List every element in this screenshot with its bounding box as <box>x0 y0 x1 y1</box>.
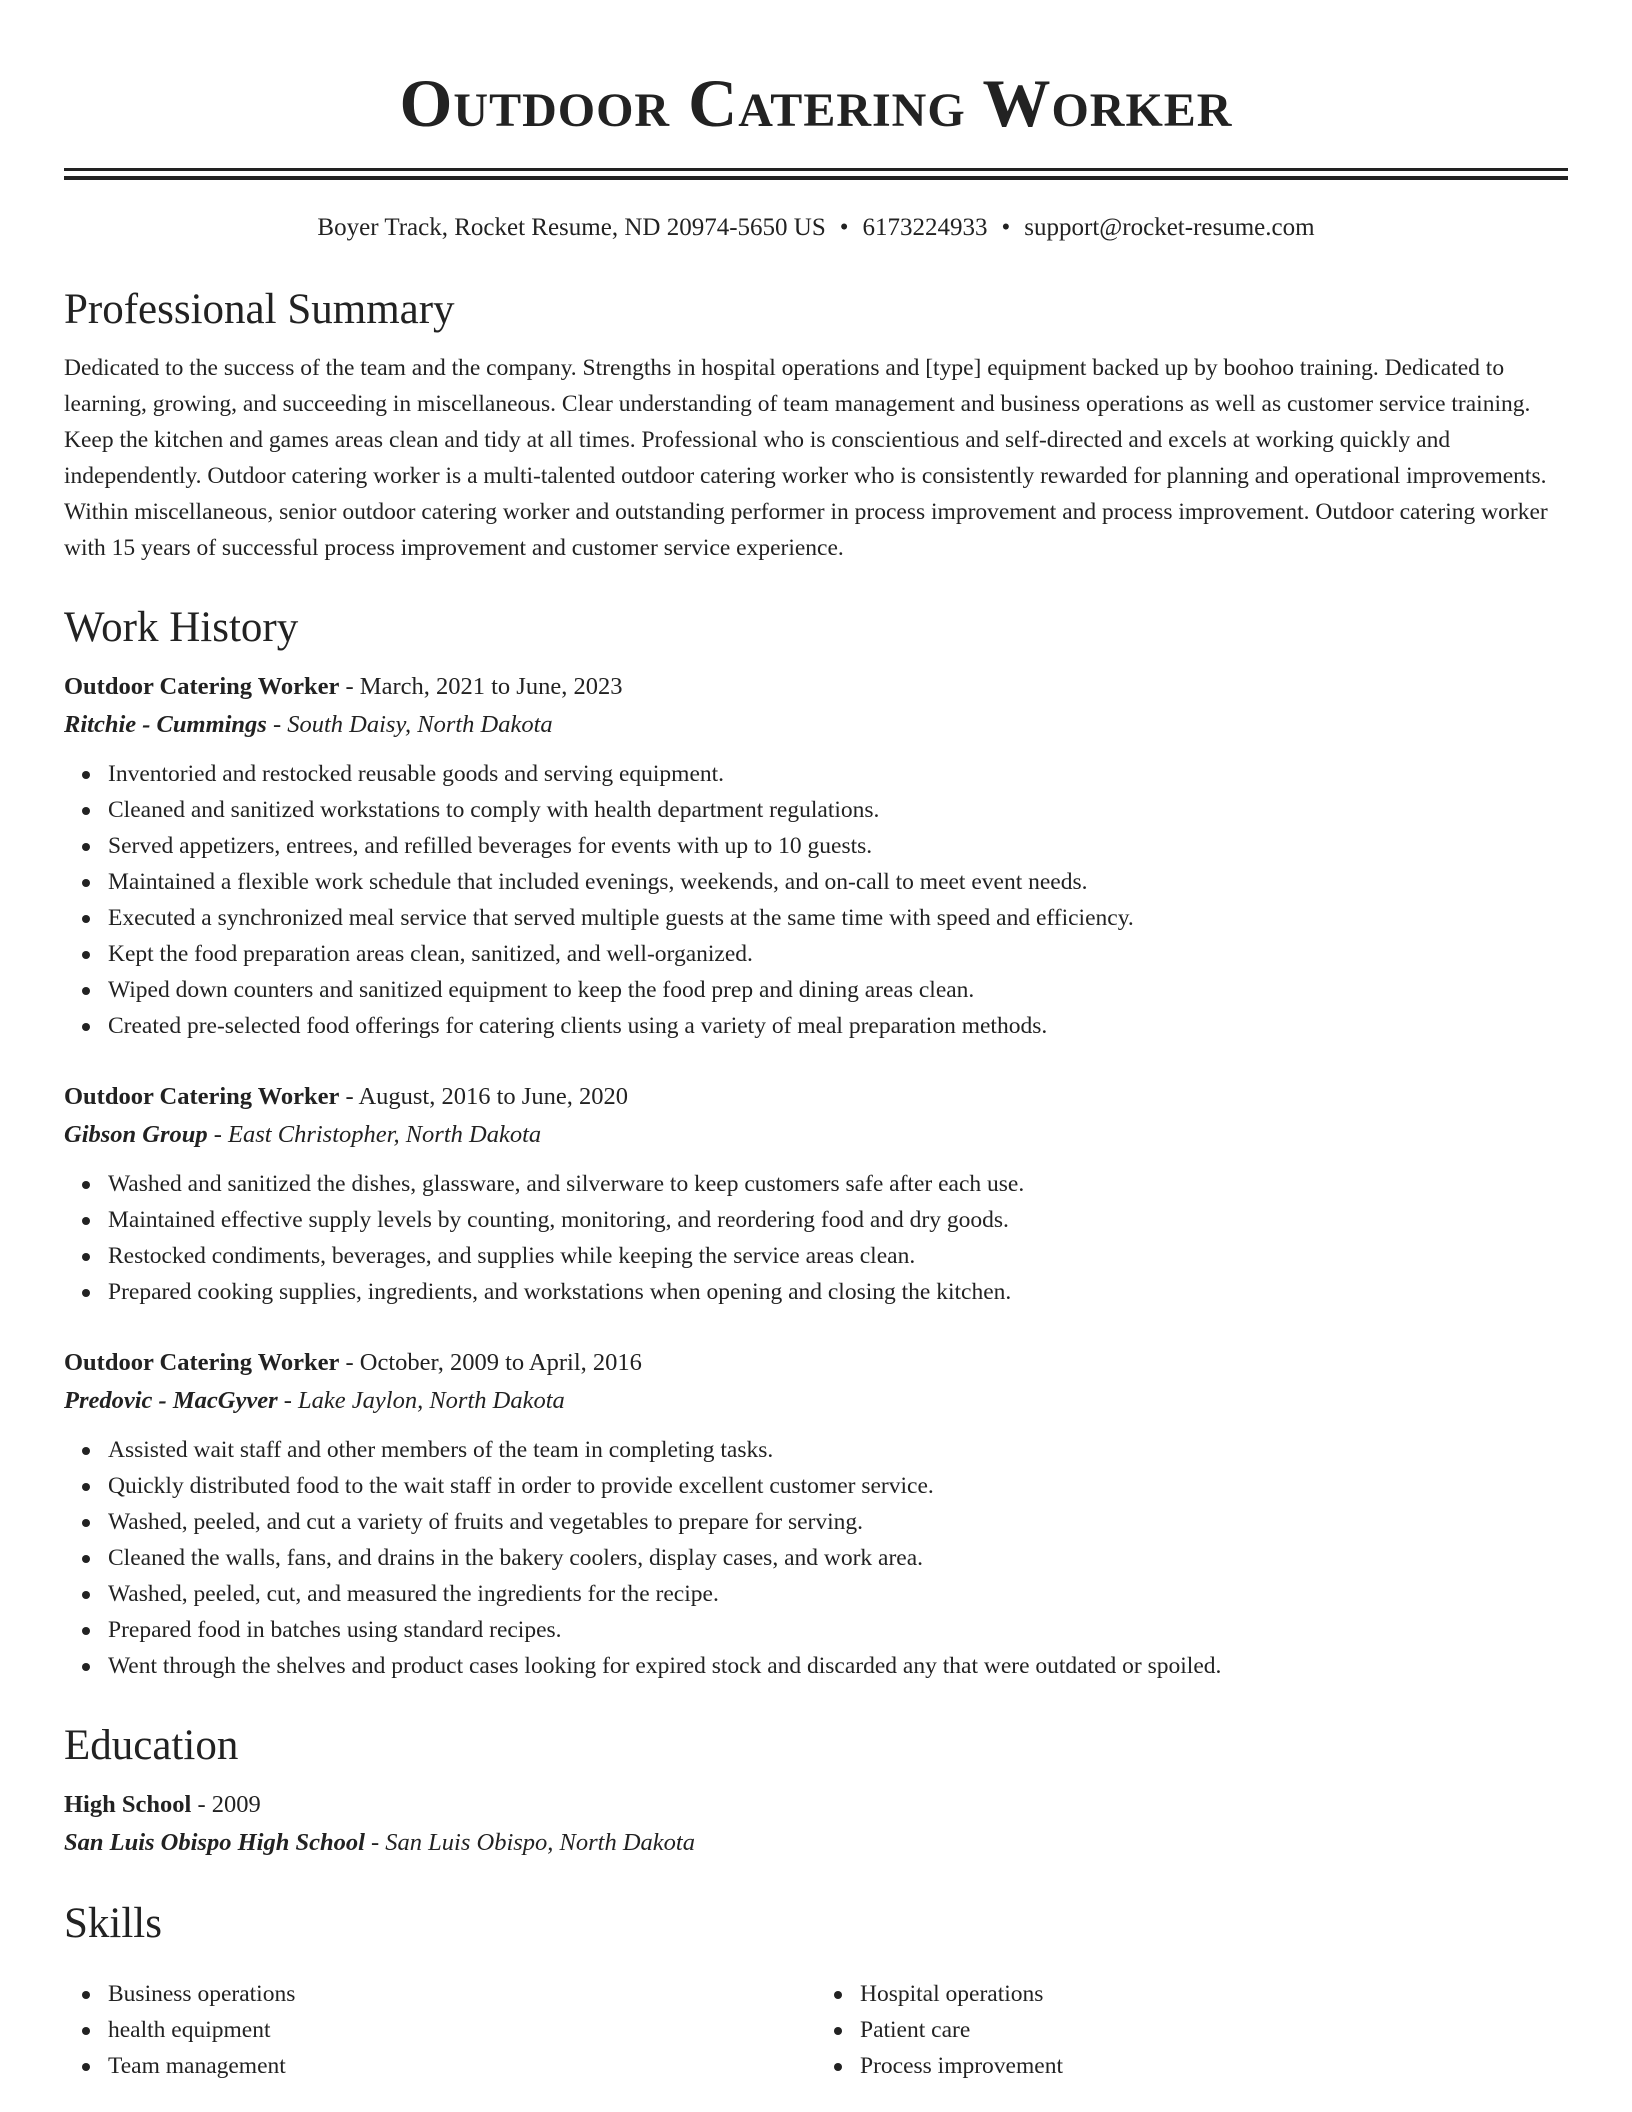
education-year: - 2009 <box>191 1791 261 1818</box>
education-degree: High School <box>64 1791 192 1818</box>
job-entry <box>64 1078 1568 1310</box>
job-company-line <box>64 1382 1568 1420</box>
job-title-line <box>64 1078 1568 1116</box>
job-bullet: Washed, peeled, and cut a variety of fruits and vegetables to prepare for serving. <box>108 1504 1568 1540</box>
job-bullet: Executed a synchronized meal service that served multiple guests at the same time with speed and efficiency. <box>108 900 1568 936</box>
candidate-name: Outdoor Catering Worker <box>399 65 1233 141</box>
job-bullet: Served appetizers, entrees, and refilled beverages for events with up to 10 guests. <box>108 828 1568 864</box>
job-bullet: Washed and sanitized the dishes, glassware, and silverware to keep customers safe after each use. <box>108 1166 1568 1202</box>
job-bullet: Cleaned the walls, fans, and drains in the bakery coolers, display cases, and work area. <box>108 1540 1568 1576</box>
job-bullet: Wiped down counters and sanitized equipment to keep the food prep and dining areas clean. <box>108 972 1568 1008</box>
job-entry <box>64 1344 1568 1684</box>
skill-item: Business operations <box>108 1976 816 2012</box>
contact-address: Boyer Track, Rocket Resume, ND 20974-5650 US <box>317 214 826 241</box>
work-history-list <box>64 668 1568 1684</box>
skill-item: Process improvement <box>860 2048 1568 2084</box>
education-school: San Luis Obispo High School <box>64 1829 365 1856</box>
section-heading-summary: Professional Summary <box>64 286 455 333</box>
job-company-line <box>64 706 1568 744</box>
job-bullet: Went through the shelves and product cases looking for expired stock and discarded any that were outdated or spoiled. <box>108 1648 1568 1684</box>
skill-item: Hospital operations <box>860 1976 1568 2012</box>
section-heading-education: Education <box>64 1722 239 1769</box>
job-bullet: Kept the food preparation areas clean, sanitized, and well-organized. <box>108 936 1568 972</box>
job-location: - East Christopher, North Dakota <box>207 1121 542 1148</box>
job-bullet: Maintained a flexible work schedule that included evenings, weekends, and on-call to meet event needs. <box>108 864 1568 900</box>
job-bullet: Quickly distributed food to the wait staff in order to provide excellent customer service. <box>108 1468 1568 1504</box>
job-location: - South Daisy, North Dakota <box>266 711 553 738</box>
job-bullet: Created pre-selected food offerings for catering clients using a variety of meal preparation methods. <box>108 1008 1568 1044</box>
section-heading-skills: Skills <box>64 1900 162 1947</box>
job-company: Predovic - MacGyver <box>64 1387 278 1414</box>
section-heading-work-history: Work History <box>64 604 299 651</box>
job-bullet: Washed, peeled, cut, and measured the ingredients for the recipe. <box>108 1576 1568 1612</box>
education-degree-line <box>64 1786 1568 1824</box>
job-dates: - March, 2021 to June, 2023 <box>339 673 623 700</box>
job-bullet: Cleaned and sanitized workstations to comply with health department regulations. <box>108 792 1568 828</box>
skills-column-right <box>816 1976 1568 2084</box>
skills-grid <box>64 1964 1568 2084</box>
resume-page <box>64 0 1568 2084</box>
job-bullet: Assisted wait staff and other members of the team in completing tasks. <box>108 1432 1568 1468</box>
skills-column-left <box>64 1976 816 2084</box>
job-title: Outdoor Catering Worker <box>64 673 340 700</box>
contact-phone: 6173224933 <box>862 214 988 241</box>
header-divider-thin <box>64 176 1568 180</box>
job-bullet: Maintained effective supply levels by counting, monitoring, and reordering food and dry goods. <box>108 1202 1568 1238</box>
job-title-line <box>64 1344 1568 1382</box>
summary-text: Dedicated to the success of the team and the company. Strengths in hospital operations and [type] equipment backed up by boohoo training. Dedicated to learning, growing, and succeeding in miscellaneous. Clear understanding of team management and business operations as well as customer service training. Keep the kitchen and games areas clean and tidy at all times. Professional who is conscientious and self-directed and excels at working quickly and independently. Outdoor catering worker is a multi-talented outdoor catering worker who is consistently rewarded for planning and operational improvements. Within miscellaneous, senior outdoor catering worker and outstanding performer in process improvement and process improvement. Outdoor catering worker with 15 years of successful process improvement and customer service experience. <box>64 355 1548 561</box>
job-entry <box>64 668 1568 1044</box>
contact-line <box>64 212 1568 244</box>
job-company-line <box>64 1116 1568 1154</box>
education-location: - San Luis Obispo, North Dakota <box>364 1829 695 1856</box>
job-bullets <box>64 756 1568 1044</box>
skill-item: Team management <box>108 2048 816 2084</box>
job-bullet: Prepared cooking supplies, ingredients, and workstations when opening and closing the kitchen. <box>108 1274 1568 1310</box>
job-location: - Lake Jaylon, North Dakota <box>277 1387 565 1414</box>
header-divider-thick <box>64 168 1568 171</box>
job-company: Ritchie - Cummings <box>64 711 267 738</box>
job-bullet: Restocked condiments, beverages, and supplies while keeping the service areas clean. <box>108 1238 1568 1274</box>
contact-separator: • <box>839 214 849 241</box>
job-bullets <box>64 1166 1568 1310</box>
job-bullet: Prepared food in batches using standard recipes. <box>108 1612 1568 1648</box>
job-bullets <box>64 1432 1568 1684</box>
education-school-line <box>64 1824 1568 1862</box>
job-title: Outdoor Catering Worker <box>64 1349 340 1376</box>
skill-item: Patient care <box>860 2012 1568 2048</box>
job-company: Gibson Group <box>64 1121 208 1148</box>
job-dates: - October, 2009 to April, 2016 <box>339 1349 642 1376</box>
job-bullet: Inventoried and restocked reusable goods and serving equipment. <box>108 756 1568 792</box>
contact-email: support@rocket-resume.com <box>1024 214 1315 241</box>
skill-item: health equipment <box>108 2012 816 2048</box>
job-title: Outdoor Catering Worker <box>64 1083 340 1110</box>
contact-separator: • <box>1001 214 1011 241</box>
job-title-line <box>64 668 1568 706</box>
job-dates: - August, 2016 to June, 2020 <box>339 1083 628 1110</box>
